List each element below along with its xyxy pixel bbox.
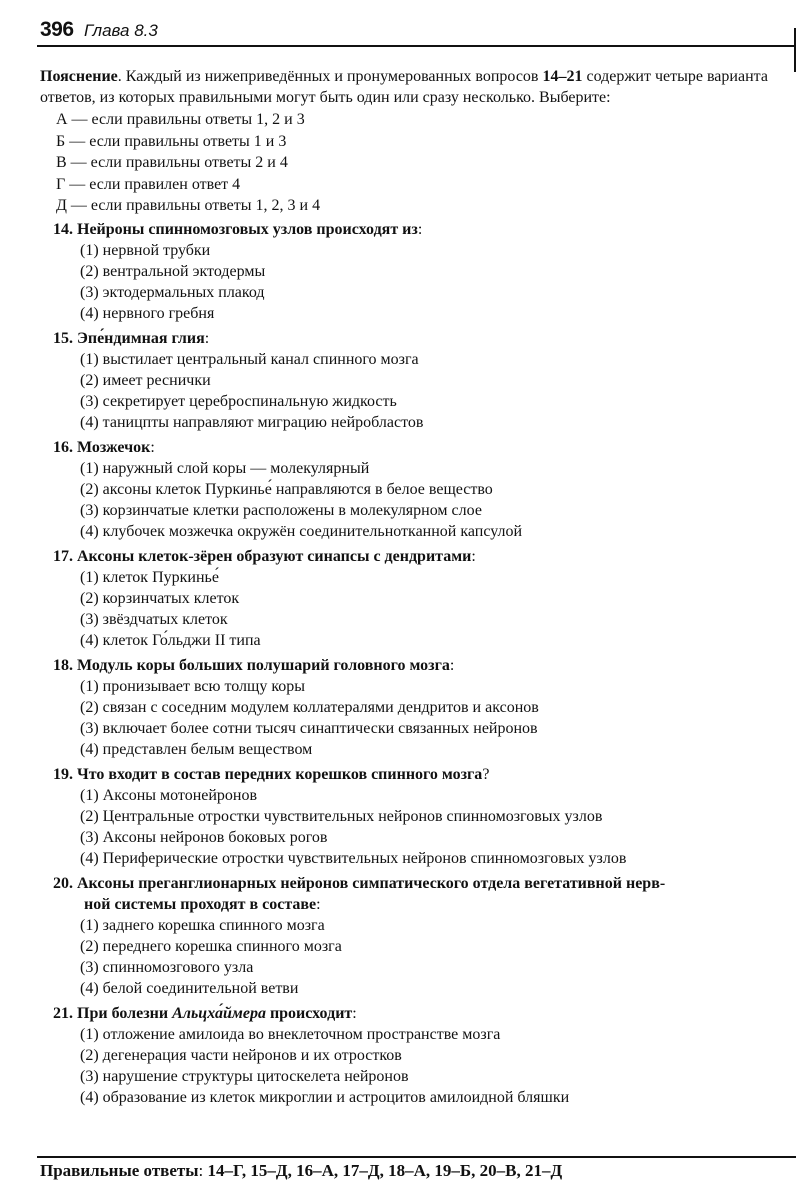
answer-code-v: В — если правильны ответы 2 и 4 [56, 154, 288, 171]
answer-list [40, 349, 800, 433]
answer-option: (4) таницпты направляют миграцию нейробластов [80, 414, 424, 431]
answer-option: (1) Аксоны мотонейронов [80, 787, 258, 804]
question-19 [40, 764, 800, 869]
question-title [40, 546, 800, 567]
answer-list [40, 1024, 800, 1108]
question-number: 14. [53, 221, 73, 238]
question-text: Модуль коры больших полушарий головного мозга [77, 657, 450, 674]
question-text-2: происходит [265, 1005, 353, 1022]
answer-code-g: Г — если правилен ответ 4 [56, 175, 241, 193]
question-title [40, 437, 800, 458]
question-text: Эпе́ндимная глия [77, 330, 205, 347]
correct-answers-label: Правильные ответы [40, 1161, 199, 1180]
page-header [40, 18, 158, 42]
answer-list [40, 785, 800, 869]
question-number: 15. [53, 330, 73, 347]
answer-option: (1) клеток Пуркинье́ [80, 569, 219, 586]
answer-option: (1) отложение амилоида во внеклеточном пространстве мозга [80, 1026, 501, 1043]
answer-list [40, 240, 800, 324]
answer-option: (1) выстилает центральный канал спинного мозга [80, 351, 419, 368]
question-text: Мозжечок [77, 439, 151, 456]
question-list [40, 219, 800, 1112]
question-title [40, 655, 800, 676]
correct-answers-colon: : [198, 1161, 204, 1180]
instructions-text: . Каждый из нижеприведённых и пронумерованных вопросов [117, 68, 543, 85]
answer-list [40, 458, 800, 542]
answer-option: (3) звёздчатых клеток [80, 611, 228, 628]
question-text: Аксоны преганглионарных нейронов симпатического отдела вегетативной нерв- [77, 875, 666, 892]
question-title [40, 1003, 800, 1024]
question-range: 14–21 [542, 68, 583, 85]
answer-option: (1) наружный слой коры — молекулярный [80, 460, 370, 477]
answer-option: (3) Аксоны нейронов боковых рогов [80, 829, 328, 846]
answer-option: (3) секретирует цереброспинальную жидкость [80, 393, 397, 410]
question-16 [40, 437, 800, 542]
question-17 [40, 546, 800, 651]
question-number: 21. [53, 1005, 73, 1022]
answer-option: (1) пронизывает всю толщу коры [80, 678, 306, 695]
answer-option: (1) нервной трубки [80, 242, 211, 259]
chapter-title: Глава 8.3 [84, 21, 158, 40]
question-text-2: ной системы проходят в составе [84, 896, 317, 913]
answer-code-list [56, 109, 800, 217]
answer-option: (2) дегенерация части нейронов и их отростков [80, 1047, 402, 1064]
question-colon: : [316, 896, 321, 913]
question-number: 16. [53, 439, 73, 456]
answer-option: (2) аксоны клеток Пуркинье́ направляются в белое вещество [80, 481, 493, 498]
answer-option: (2) имеет реснички [80, 372, 211, 389]
question-number: 18. [53, 657, 73, 674]
instructions [40, 66, 800, 217]
answer-option: (4) клубочек мозжечка окружён соединительнотканной капсулой [80, 523, 523, 540]
question-number: 19. [53, 766, 73, 783]
answer-option: (2) связан с соседним модулем коллатералями дендритов и аксонов [80, 699, 539, 716]
answer-code-d: Д — если правильны ответы 1, 2, 3 и 4 [56, 197, 321, 214]
answer-option: (3) спинномозгового узла [80, 959, 254, 976]
answer-option: (2) Центральные отростки чувствительных нейронов спинномозговых узлов [80, 808, 603, 825]
answer-option: (1) заднего корешка спинного мозга [80, 917, 325, 934]
answer-option: (3) эктодермальных плакод [80, 284, 265, 301]
question-21 [40, 1003, 800, 1108]
question-colon: : [417, 221, 423, 238]
footer-rule [37, 1156, 796, 1158]
question-colon: : [449, 657, 455, 674]
question-20 [40, 873, 800, 999]
answer-list [40, 915, 800, 999]
question-title [40, 873, 800, 915]
question-title [40, 764, 800, 785]
answer-list [40, 676, 800, 760]
question-colon: : [352, 1005, 357, 1022]
question-colon: : [471, 548, 476, 565]
question-text-italic: Альцха́ймера [172, 1005, 266, 1022]
question-text: Аксоны клеток-зёрен образуют синапсы с дендритами [77, 548, 472, 565]
answer-option: (2) переднего корешка спинного мозга [80, 938, 342, 955]
question-title [40, 219, 800, 240]
question-title [40, 328, 800, 349]
answer-code-a: А — если правильны ответы 1, 2 и 3 [56, 111, 305, 128]
question-text-continued [53, 894, 800, 915]
answer-option: (3) корзинчатые клетки расположены в молекулярном слое [80, 502, 482, 519]
answer-code-b: Б — если правильны ответы 1 и 3 [56, 132, 287, 150]
answer-option: (4) нервного гребня [80, 305, 215, 322]
instructions-label: Пояснение [40, 68, 118, 85]
question-colon: : [204, 330, 210, 347]
answer-option: (3) включает более сотни тысяч синаптически связанных нейронов [80, 720, 538, 737]
question-mark: ? [482, 766, 490, 783]
question-14 [40, 219, 800, 324]
question-text: Что входит в состав передних корешков спинного мозга [77, 766, 483, 783]
question-15 [40, 328, 800, 433]
question-18 [40, 655, 800, 760]
question-colon: : [150, 439, 155, 456]
correct-answers-values: 14–Г, 15–Д, 16–А, 17–Д, 18–А, 19–Б, 20–В, 21–Д [207, 1161, 563, 1180]
correct-answers [40, 1161, 562, 1181]
page-number: 396 [40, 18, 74, 41]
answer-option: (3) нарушение структуры цитоскелета нейронов [80, 1068, 409, 1085]
answer-option: (4) клеток Го́льджи II типа [80, 632, 261, 649]
answer-option: (4) представлен белым веществом [80, 741, 313, 758]
question-text: Нейроны спинномозговых узлов происходят из [77, 221, 418, 238]
question-number: 17. [53, 548, 73, 565]
answer-list [40, 567, 800, 651]
instructions-paragraph [40, 66, 800, 108]
answer-option: (4) белой соединительной ветви [80, 980, 299, 997]
question-number: 20. [53, 875, 73, 892]
instructions-text-2: содержит четыре варианта ответов, из которых правильными могут быть один или сразу несколько. Выберите: [40, 68, 768, 106]
header-rule [37, 45, 796, 47]
answer-option: (4) образование из клеток микроглии и астроцитов амилоидной бляшки [80, 1089, 570, 1106]
answer-option: (4) Периферические отростки чувствительных нейронов спинномозговых узлов [80, 850, 627, 867]
answer-option: (2) корзинчатых клеток [80, 590, 240, 607]
answer-option: (2) вентральной эктодермы [80, 263, 266, 280]
question-text: При болезни [77, 1005, 173, 1022]
